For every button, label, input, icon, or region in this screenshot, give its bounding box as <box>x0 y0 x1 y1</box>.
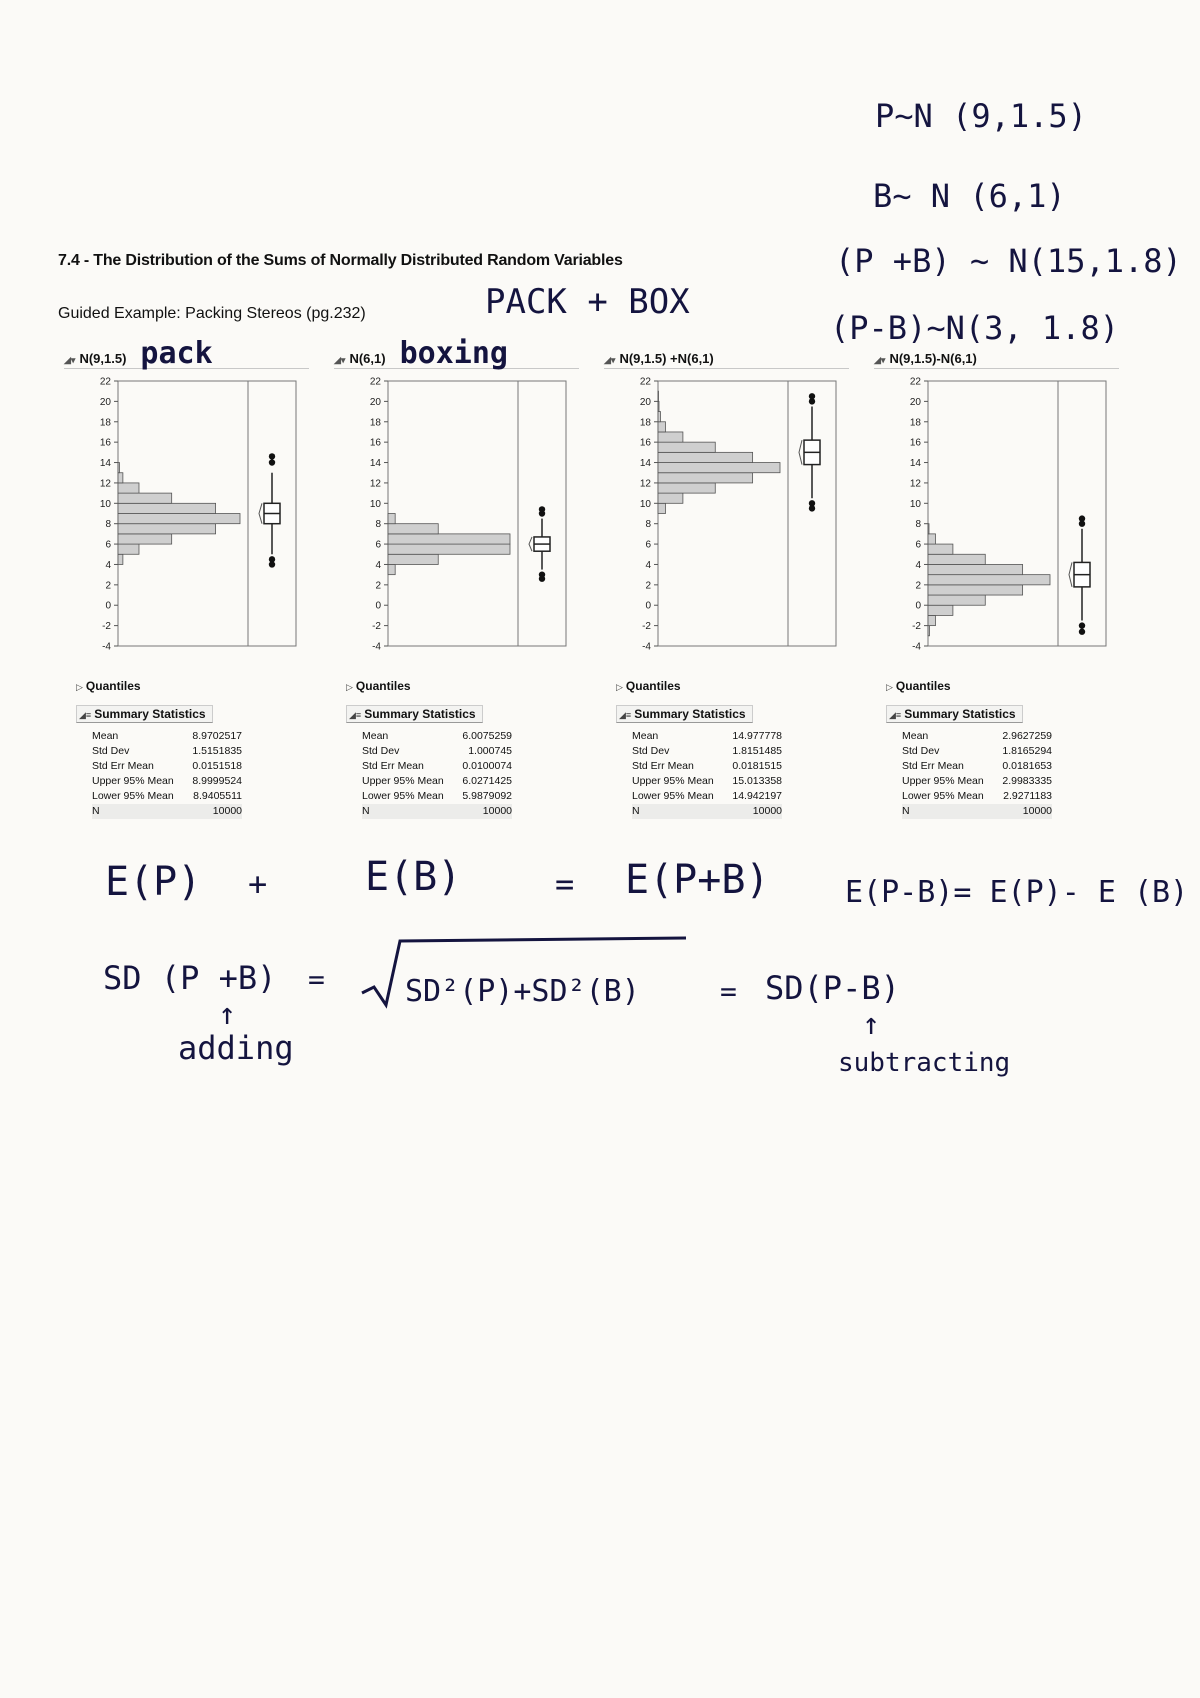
hand-e-p: E(P) <box>105 859 202 905</box>
disclosure-triangle-icon[interactable]: ◢▾ <box>64 355 76 365</box>
stat-row <box>362 729 512 744</box>
disclosure-triangle-icon[interactable]: ◢▾ <box>334 355 346 365</box>
expanded-triangle-icon[interactable]: ◢≡ <box>619 710 632 720</box>
panel-hand-label: boxing <box>399 336 508 371</box>
quantiles-label: Quantiles <box>895 679 951 693</box>
boxplot-outlier <box>809 505 815 511</box>
summary-statistics-label: Summary Statistics <box>94 707 206 721</box>
axis-tick-label: 4 <box>645 559 651 571</box>
axis-tick-label: 20 <box>369 396 381 408</box>
stat-value: 10000 <box>185 804 242 819</box>
quantiles-outline[interactable] <box>886 679 951 693</box>
stat-row <box>632 789 782 804</box>
stat-row <box>92 804 242 819</box>
stat-label: Std Dev <box>362 745 400 757</box>
stat-label: Std Err Mean <box>632 760 694 772</box>
summary-statistics-outline[interactable] <box>616 705 753 723</box>
axis-tick-label: 16 <box>909 437 921 449</box>
histogram-bar <box>658 463 780 473</box>
boxplot-outlier <box>1079 629 1085 635</box>
histogram-bar <box>118 524 216 534</box>
axis-tick-label: 12 <box>369 478 381 490</box>
axis-tick-label: 20 <box>639 396 651 408</box>
expanded-triangle-icon[interactable]: ◢≡ <box>349 710 362 720</box>
stat-label: Lower 95% Mean <box>92 790 174 802</box>
panel-header <box>604 345 849 369</box>
stat-row <box>362 774 512 789</box>
axis-tick-label: 22 <box>369 376 381 388</box>
axis-tick-label: -2 <box>372 621 381 633</box>
histogram-bar <box>928 544 953 554</box>
axis-tick-label: 22 <box>99 376 111 388</box>
distribution-panel-1 <box>58 336 313 825</box>
stat-label: N <box>92 804 185 819</box>
hand-plus: + <box>248 865 268 903</box>
histogram-bar <box>118 463 119 473</box>
summary-statistics-label: Summary Statistics <box>634 707 746 721</box>
stat-label: Mean <box>362 730 389 742</box>
histogram-bar <box>928 554 985 564</box>
summary-statistics-table <box>902 729 1052 819</box>
panel-title: N(9,1.5) <box>79 351 127 366</box>
axis-tick-label: 22 <box>909 376 921 388</box>
boxplot-outlier <box>539 576 545 582</box>
stat-value: 6.0075259 <box>462 730 512 742</box>
hand-sd-sum: SD (P +B) <box>103 959 277 997</box>
axis-tick-label: 12 <box>909 478 921 490</box>
stat-row <box>632 744 782 759</box>
histogram-bar <box>658 503 665 513</box>
histogram-bar <box>388 564 395 574</box>
expanded-triangle-icon[interactable]: ◢≡ <box>79 710 92 720</box>
quantiles-outline[interactable] <box>616 679 681 693</box>
stat-value: 6.0271425 <box>462 775 512 787</box>
boxplot-outlier <box>269 459 275 465</box>
axis-tick-label: 6 <box>105 539 111 551</box>
stat-value: 10000 <box>995 804 1052 819</box>
histogram-bar <box>658 493 683 503</box>
stat-row <box>362 804 512 819</box>
summary-statistics-outline[interactable] <box>886 705 1023 723</box>
stat-value: 10000 <box>725 804 782 819</box>
histogram-bar <box>388 534 510 544</box>
disclosure-triangle-icon[interactable]: ◢▾ <box>604 355 616 365</box>
stat-label: Upper 95% Mean <box>902 775 984 787</box>
hand-sd-equals2: = <box>720 975 737 1008</box>
histogram-bar <box>658 412 660 422</box>
hand-sqrt-expr: SD²(P)+SD²(B) <box>405 974 640 1009</box>
stat-label: Std Dev <box>92 745 130 757</box>
stat-label: Upper 95% Mean <box>632 775 714 787</box>
histogram-bar <box>118 554 123 564</box>
distribution-chart <box>598 371 853 671</box>
stat-value: 2.9271183 <box>1003 790 1052 802</box>
histogram-bar <box>658 442 715 452</box>
disclosure-triangle-icon[interactable]: ◢▾ <box>874 355 886 365</box>
axis-tick-label: 8 <box>375 519 381 531</box>
stat-value: 0.0181653 <box>1002 760 1052 772</box>
axis-tick-label: 2 <box>375 580 381 592</box>
hand-dist-p: P∼N (9,1.5) <box>875 97 1087 135</box>
distribution-panel-4 <box>868 345 1123 825</box>
axis-tick-label: 18 <box>909 417 921 429</box>
boxplot-outlier <box>1079 622 1085 628</box>
histogram-bar <box>928 615 935 625</box>
histogram-bar <box>118 514 240 524</box>
stat-value: 0.0151518 <box>192 760 242 772</box>
axis-tick-label: -2 <box>912 621 921 633</box>
axis-tick-label: 14 <box>639 458 651 470</box>
stat-label: Mean <box>902 730 929 742</box>
stat-label: N <box>902 804 995 819</box>
stat-row <box>92 744 242 759</box>
stat-label: Lower 95% Mean <box>632 790 714 802</box>
summary-statistics-label: Summary Statistics <box>904 707 1016 721</box>
axis-tick-label: 12 <box>639 478 651 490</box>
summary-statistics-outline[interactable] <box>76 705 213 723</box>
quantiles-label: Quantiles <box>355 679 411 693</box>
boxplot-mean-bracket <box>529 537 532 551</box>
axis-tick-label: -4 <box>102 641 111 653</box>
axis-tick-label: 6 <box>645 539 651 551</box>
stat-row <box>902 729 1052 744</box>
axis-tick-label: 0 <box>915 600 921 612</box>
axis-tick-label: -4 <box>372 641 381 653</box>
axis-tick-label: 16 <box>639 437 651 449</box>
stat-row <box>902 759 1052 774</box>
hand-pack-box: PACK + BOX <box>485 282 690 322</box>
histogram-bar <box>658 432 683 442</box>
stat-row <box>902 744 1052 759</box>
panel-title: N(6,1) <box>349 351 386 366</box>
boxplot-outlier <box>539 506 545 512</box>
stat-label: Std Err Mean <box>902 760 964 772</box>
panel-header <box>874 345 1119 369</box>
collapsed-triangle-icon[interactable]: ▷ <box>76 682 83 692</box>
boxplot-outlier <box>1079 515 1085 521</box>
summary-statistics-table <box>362 729 512 819</box>
axis-tick-label: 14 <box>909 458 921 470</box>
axis-tick-label: 8 <box>645 519 651 531</box>
stat-value: 8.9999524 <box>192 775 242 787</box>
boxplot-outlier <box>809 393 815 399</box>
stat-label: Upper 95% Mean <box>92 775 174 787</box>
histogram-bar <box>118 534 172 544</box>
axis-tick-label: 0 <box>375 600 381 612</box>
panel-hand-label: pack <box>140 336 213 371</box>
up-arrow-icon: ↑ <box>862 1007 881 1042</box>
hand-e-diff: E(P-B)= E(P)- E (B) <box>845 875 1189 910</box>
collapsed-triangle-icon[interactable]: ▷ <box>346 682 353 692</box>
histogram-bar <box>658 452 753 462</box>
hand-adding: adding <box>178 1029 294 1067</box>
stat-label: Std Err Mean <box>92 760 154 772</box>
histogram-bar <box>658 483 715 493</box>
histogram-bar <box>928 595 985 605</box>
summary-statistics-table <box>632 729 782 819</box>
stat-value: 8.9702517 <box>192 730 242 742</box>
histogram-bar <box>928 564 1023 574</box>
stat-value: 2.9983335 <box>1002 775 1052 787</box>
histogram-bar <box>928 524 929 534</box>
axis-tick-label: -4 <box>642 641 651 653</box>
stat-value: 15.013358 <box>732 775 782 787</box>
stat-value: 1.8151485 <box>732 745 782 757</box>
stat-value: 0.0100074 <box>462 760 512 772</box>
collapsed-triangle-icon[interactable]: ▷ <box>886 682 893 692</box>
stat-row <box>92 789 242 804</box>
stat-value: 5.9879092 <box>462 790 512 802</box>
histogram-bar <box>118 503 216 513</box>
histogram-frame <box>388 381 518 646</box>
stat-value: 8.9405511 <box>193 790 242 802</box>
axis-tick-label: 2 <box>645 580 651 592</box>
stat-label: Lower 95% Mean <box>362 790 444 802</box>
stat-label: Mean <box>632 730 659 742</box>
stat-row <box>362 744 512 759</box>
stat-row <box>632 774 782 789</box>
axis-tick-label: 16 <box>369 437 381 449</box>
distribution-chart <box>328 371 583 671</box>
stat-value: 1.000745 <box>468 745 512 757</box>
stat-label: Upper 95% Mean <box>362 775 444 787</box>
distribution-chart <box>868 371 1123 671</box>
document-subtitle: Guided Example: Packing Stereos (pg.232) <box>58 305 366 322</box>
hand-sd-diff: SD(P-B) <box>765 969 900 1007</box>
quantiles-label: Quantiles <box>625 679 681 693</box>
stat-row <box>362 759 512 774</box>
hand-dist-diff: (P-B)∼N(3, 1.8) <box>830 309 1119 347</box>
distribution-panel-3 <box>598 345 853 825</box>
axis-tick-label: -2 <box>642 621 651 633</box>
axis-tick-label: 8 <box>105 519 111 531</box>
stat-row <box>632 729 782 744</box>
panel-header <box>334 336 579 371</box>
axis-tick-label: 4 <box>375 559 381 571</box>
axis-tick-label: -2 <box>102 621 111 633</box>
axis-tick-label: 6 <box>375 539 381 551</box>
quantiles-outline[interactable] <box>346 679 411 693</box>
quantiles-label: Quantiles <box>85 679 141 693</box>
stat-label: Lower 95% Mean <box>902 790 984 802</box>
hand-subtracting: subtracting <box>838 1048 1011 1078</box>
boxplot-outlier <box>269 561 275 567</box>
axis-tick-label: 2 <box>915 580 921 592</box>
histogram-bar <box>928 626 929 636</box>
axis-tick-label: 20 <box>99 396 111 408</box>
histogram-bar <box>118 544 139 554</box>
stat-row <box>92 774 242 789</box>
hand-dist-sum: (P +B) ∼ N(15,1.8) <box>835 242 1182 280</box>
axis-tick-label: 10 <box>369 498 381 510</box>
stat-value: 14.977778 <box>732 730 782 742</box>
stat-label: Mean <box>92 730 119 742</box>
stat-row <box>902 804 1052 819</box>
histogram-bar <box>658 401 659 411</box>
histogram-bar <box>928 585 1023 595</box>
stat-label: Std Dev <box>632 745 670 757</box>
summary-statistics-outline[interactable] <box>346 705 483 723</box>
axis-tick-label: 0 <box>105 600 111 612</box>
histogram-bar <box>928 605 953 615</box>
hand-equals: = <box>555 865 575 903</box>
axis-tick-label: 10 <box>639 498 651 510</box>
summary-statistics-label: Summary Statistics <box>364 707 476 721</box>
hand-dist-b: B∼ N (6,1) <box>873 177 1066 215</box>
histogram-bar <box>388 514 395 524</box>
up-arrow-icon: ↑ <box>218 997 237 1032</box>
stat-value: 1.8165294 <box>1002 745 1052 757</box>
quantiles-outline[interactable] <box>76 679 141 693</box>
histogram-bar <box>388 544 510 554</box>
axis-tick-label: 4 <box>915 559 921 571</box>
stat-value: 1.5151835 <box>192 745 242 757</box>
stat-label: N <box>632 804 725 819</box>
boxplot-mean-bracket <box>259 503 262 523</box>
stat-value: 2.9627259 <box>1002 730 1052 742</box>
axis-tick-label: 22 <box>639 376 651 388</box>
stat-value: 0.0181515 <box>732 760 782 772</box>
histogram-bar <box>658 473 753 483</box>
expanded-triangle-icon[interactable]: ◢≡ <box>889 710 902 720</box>
document-title: 7.4 - The Distribution of the Sums of Normally Distributed Random Variables <box>58 252 623 269</box>
stat-value: 14.942197 <box>732 790 782 802</box>
hand-sd-equals: = <box>308 963 325 996</box>
axis-tick-label: 6 <box>915 539 921 551</box>
stat-row <box>92 759 242 774</box>
hand-e-b: E(B) <box>365 854 462 900</box>
histogram-frame <box>658 381 788 646</box>
axis-tick-label: 4 <box>105 559 111 571</box>
stat-row <box>632 804 782 819</box>
histogram-bar <box>118 483 139 493</box>
histogram-bar <box>658 422 665 432</box>
boxplot-outlier <box>269 453 275 459</box>
stat-label: N <box>362 804 455 819</box>
stat-row <box>632 759 782 774</box>
axis-tick-label: 14 <box>99 458 111 470</box>
axis-tick-label: 0 <box>645 600 651 612</box>
histogram-bar <box>388 524 438 534</box>
axis-tick-label: 8 <box>915 519 921 531</box>
histogram-bar <box>388 554 438 564</box>
boxplot-mean-bracket <box>799 440 802 464</box>
stat-label: Std Dev <box>902 745 940 757</box>
axis-tick-label: 20 <box>909 396 921 408</box>
histogram-bar <box>118 493 172 503</box>
axis-tick-label: 10 <box>99 498 111 510</box>
axis-tick-label: 18 <box>99 417 111 429</box>
axis-tick-label: -4 <box>912 641 921 653</box>
boxplot-mean-bracket <box>1069 562 1072 586</box>
axis-tick-label: 2 <box>105 580 111 592</box>
summary-statistics-table <box>92 729 242 819</box>
axis-tick-label: 14 <box>369 458 381 470</box>
histogram-bar <box>928 575 1050 585</box>
axis-tick-label: 18 <box>369 417 381 429</box>
panel-header <box>64 336 309 371</box>
distribution-chart <box>58 371 313 671</box>
stat-row <box>902 789 1052 804</box>
distribution-panel-2 <box>328 336 583 825</box>
stat-row <box>362 789 512 804</box>
axis-tick-label: 12 <box>99 478 111 490</box>
hand-e-sum: E(P+B) <box>625 857 770 903</box>
stat-row <box>92 729 242 744</box>
stat-label: Std Err Mean <box>362 760 424 772</box>
stat-value: 10000 <box>455 804 512 819</box>
axis-tick-label: 18 <box>639 417 651 429</box>
panel-title: N(9,1.5)-N(6,1) <box>889 351 977 366</box>
panel-title: N(9,1.5) +N(6,1) <box>619 351 714 366</box>
stat-row <box>902 774 1052 789</box>
axis-tick-label: 16 <box>99 437 111 449</box>
histogram-bar <box>118 473 123 483</box>
histogram-bar <box>928 534 935 544</box>
collapsed-triangle-icon[interactable]: ▷ <box>616 682 623 692</box>
axis-tick-label: 10 <box>909 498 921 510</box>
